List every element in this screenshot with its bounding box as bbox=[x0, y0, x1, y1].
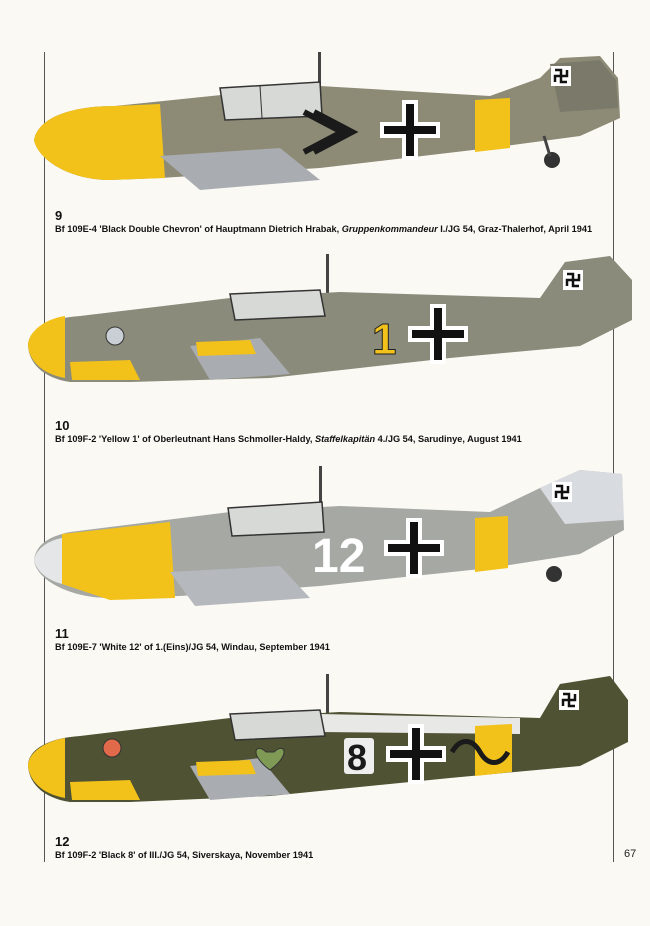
plate-11-caption bbox=[55, 626, 610, 654]
plate-9-number: 9 bbox=[55, 208, 63, 223]
plate-11-number: 11 bbox=[55, 626, 69, 641]
tactical-number: 8 bbox=[347, 737, 368, 778]
plate-9-illustration bbox=[20, 48, 635, 198]
aircraft-profile-bf109f2-black8 bbox=[20, 672, 635, 822]
plate-12-illustration bbox=[20, 672, 635, 822]
page-number: 67 bbox=[624, 848, 637, 860]
tail-swastika bbox=[552, 482, 572, 502]
tail-swastika bbox=[551, 66, 571, 86]
plate-12-caption bbox=[55, 834, 610, 862]
tail-swastika bbox=[563, 270, 583, 290]
tactical-number: 1 bbox=[372, 315, 397, 364]
plate-9-description: Bf 109E-4 'Black Double Chevron' of Hauptmann Dietrich Hrabak, Gruppenkommandeur I./JG 54, Graz-Thalerhof, April 1941 bbox=[55, 224, 593, 234]
aircraft-profile-bf109e4 bbox=[20, 48, 635, 198]
tactical-number: 12 bbox=[312, 530, 366, 583]
unit-emblem-icon bbox=[106, 327, 124, 345]
unit-emblem-icon bbox=[103, 739, 121, 757]
plate-10-caption bbox=[55, 418, 610, 446]
plate-10-description: Bf 109F-2 'Yellow 1' of Oberleutnant Hans Schmoller-Haldy, Staffelkapitän 4./JG 54, Sarudinye, August 1941 bbox=[55, 434, 522, 444]
plate-11-description: Bf 109E-7 'White 12' of 1.(Eins)/JG 54, Windau, September 1941 bbox=[55, 642, 330, 652]
aircraft-profile-bf109e7-white12 bbox=[20, 462, 635, 612]
plate-11-illustration bbox=[20, 462, 635, 612]
plate-9-caption bbox=[55, 208, 610, 236]
plate-12-number: 12 bbox=[55, 834, 70, 849]
plate-12-description: Bf 109F-2 'Black 8' of III./JG 54, Siverskaya, November 1941 bbox=[55, 850, 314, 860]
plate-10-number: 10 bbox=[55, 418, 70, 433]
tail-swastika bbox=[559, 690, 579, 710]
aircraft-profile-bf109f2-yellow1 bbox=[20, 250, 635, 400]
plate-10-illustration bbox=[20, 250, 635, 400]
